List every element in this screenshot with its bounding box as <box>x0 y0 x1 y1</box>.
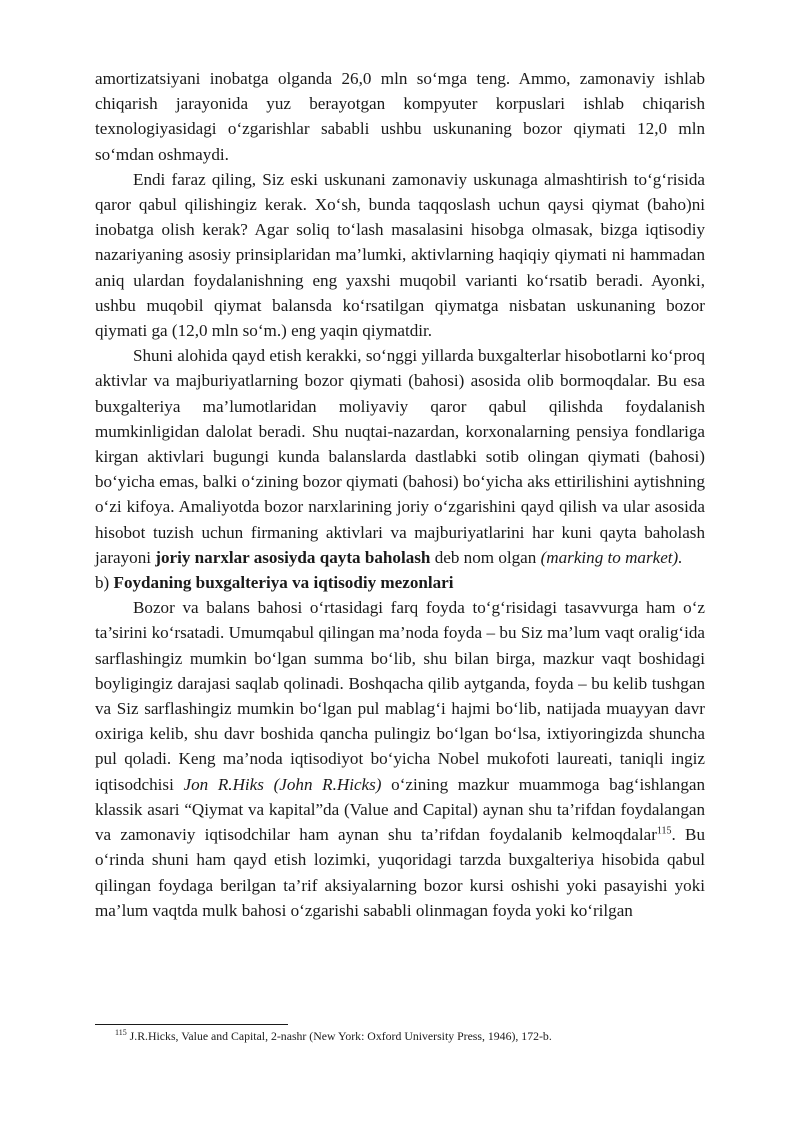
section-heading <box>95 570 705 595</box>
footnote-text: J.R.Hicks, Value and Capital, 2-nashr (New York: Oxford University Press, 1946), 172-b. <box>126 1029 552 1043</box>
footnote-divider <box>95 1024 288 1025</box>
section-heading-prefix: b) <box>95 573 114 593</box>
paragraph-4 <box>95 595 705 923</box>
term-bold: joriy narxlar asosiyda qayta baholash <box>155 547 431 567</box>
paragraph-4-text: Bozor va balans bahosi o‘rtasidagi farq foyda to‘g‘risidagi tasavvurga ham o‘z ta’sirini ko‘rsatadi. Umumqabul qilingan ma’noda foyda – bu Siz ma’lum vaqt oralig‘ida sarflashingiz mumkin bo‘lgan summa bo‘lib, shu bilan birga, mazkur vaqt boshidagi boyligingiz darajasi saqlab qolinadi. Boshqacha qilib aytganda, foyda – bu kelib tushgan va Siz sarflashingiz mumkin bo‘lgan pul mablag‘i hajmi bo‘lib, natijada muayyan davr oxiriga kelib, shu davr boshida qancha pulingiz bo‘lgan bo‘lsa, ixtiyoringizda shuncha pul qoladi. Keng ma’noda iqtisodiyot bo‘yicha Nobel mukofoti laureati, taniqli ingiz iqtisodchisi <box>95 598 705 794</box>
footnote-ref: 115 <box>656 825 672 837</box>
section-heading-title: Foydaning buxgalteriya va iqtisodiy mezonlari <box>113 573 454 593</box>
paragraph-2: Endi faraz qiling, Siz eski uskunani zamonaviy uskunaga almashtirish to‘g‘risida qaror qabul qilishingiz kerak. Xo‘sh, bunda taqqoslash uchun qaysi qiymat (baho)ni inobatga olish kerak? Agar soliq to‘lash masalasini hisobga olmasak, bizga iqtisodiy nazariyaning asosiy prinsiplaridan ma’lumki, aktivlarning haqiqiy qiymati ni hammadan aniq ulardan foydalanishning eng yaxshi muqobil varianti ko‘rsatib beradi. Ayonki, ushbu muqobil qiymat balansda ko‘rsatilgan qiymatga nisbatan uskunaning bozor qiymati ga (12,0 mln so‘m.) eng yaqin qiymatdir. <box>95 169 705 341</box>
paragraph-4-mid: o‘zining mazkur muammoga bag‘ishlangan klassik asari “Qiymat va kapital”da (Value and Capital) aynan shu ta’rifdan foydalangan va zamonaviy iqtisodchilar ham aynan shu ta’rifdan foydalanib kelmoqdalar <box>95 774 705 845</box>
paragraph-4-end: . Bu o‘rinda shuni ham qayd etish lozimki, yuqoridagi tarzda buxgalteriya hisobida qabul qilingan foydaga berilgan ta’rif aksiyalarning bozor kursi oshishi yoki pasayishi yoki ma’lum vaqtda mulk bahosi o‘zgarishi sababli olinmagan foyda yoki ko‘rilgan <box>95 825 705 920</box>
footnote <box>115 1029 705 1044</box>
term-english: (marking to market). <box>540 547 683 567</box>
paragraph-1: amortizatsiyani inobatga olganda 26,0 mln so‘mga teng. Ammo, zamonaviy ishlab chiqarish jarayonida yuz berayotgan kompyuter korpuslari ishlab chiqarish texnologiyasidagi o‘zgarishlar sababli ushbu uskunaning bozor qiymati 12,0 mln so‘mdan oshmaydi. <box>95 69 705 164</box>
paragraph-3 <box>95 343 705 570</box>
paragraph-3-mid: deb nom olgan <box>430 547 541 567</box>
paragraph-3-text: Shuni alohida qayd etish kerakki, so‘nggi yillarda buxgalterlar hisobotlarni ko‘proq aktivlar va majburiyatlarning bozor qiymati (bahosi) asosida olib bormoqdalar. Bu esa buxgalteriya ma’lumotlaridan moliyaviy qaror qabul qilishda foydalanish mumkinligidan dalolat beradi. Shu nuqtai-nazardan, korxonalarning pensiya fondlariga kirgan aktivlari bugungi kunda balanslarda dastlabki sotib olingan qiymati (bahosi) bo‘yicha emas, balki o‘zining bozor qiymati (bahosi) bo‘yicha aks ettirilishini aytishning o‘zi kifoya. Amaliyotda bozor narxlarining joriy o‘zgarishini qayd qilish va ular asosida hisobot tuzish uchun firmaning aktivlari va majburiyatlarini har kuni qayta baholash jarayoni <box>95 346 705 567</box>
document-page <box>95 66 705 923</box>
author-name: Jon R.Hiks (John R.Hicks) <box>183 774 382 794</box>
footnote-number: 115 <box>115 1028 127 1038</box>
